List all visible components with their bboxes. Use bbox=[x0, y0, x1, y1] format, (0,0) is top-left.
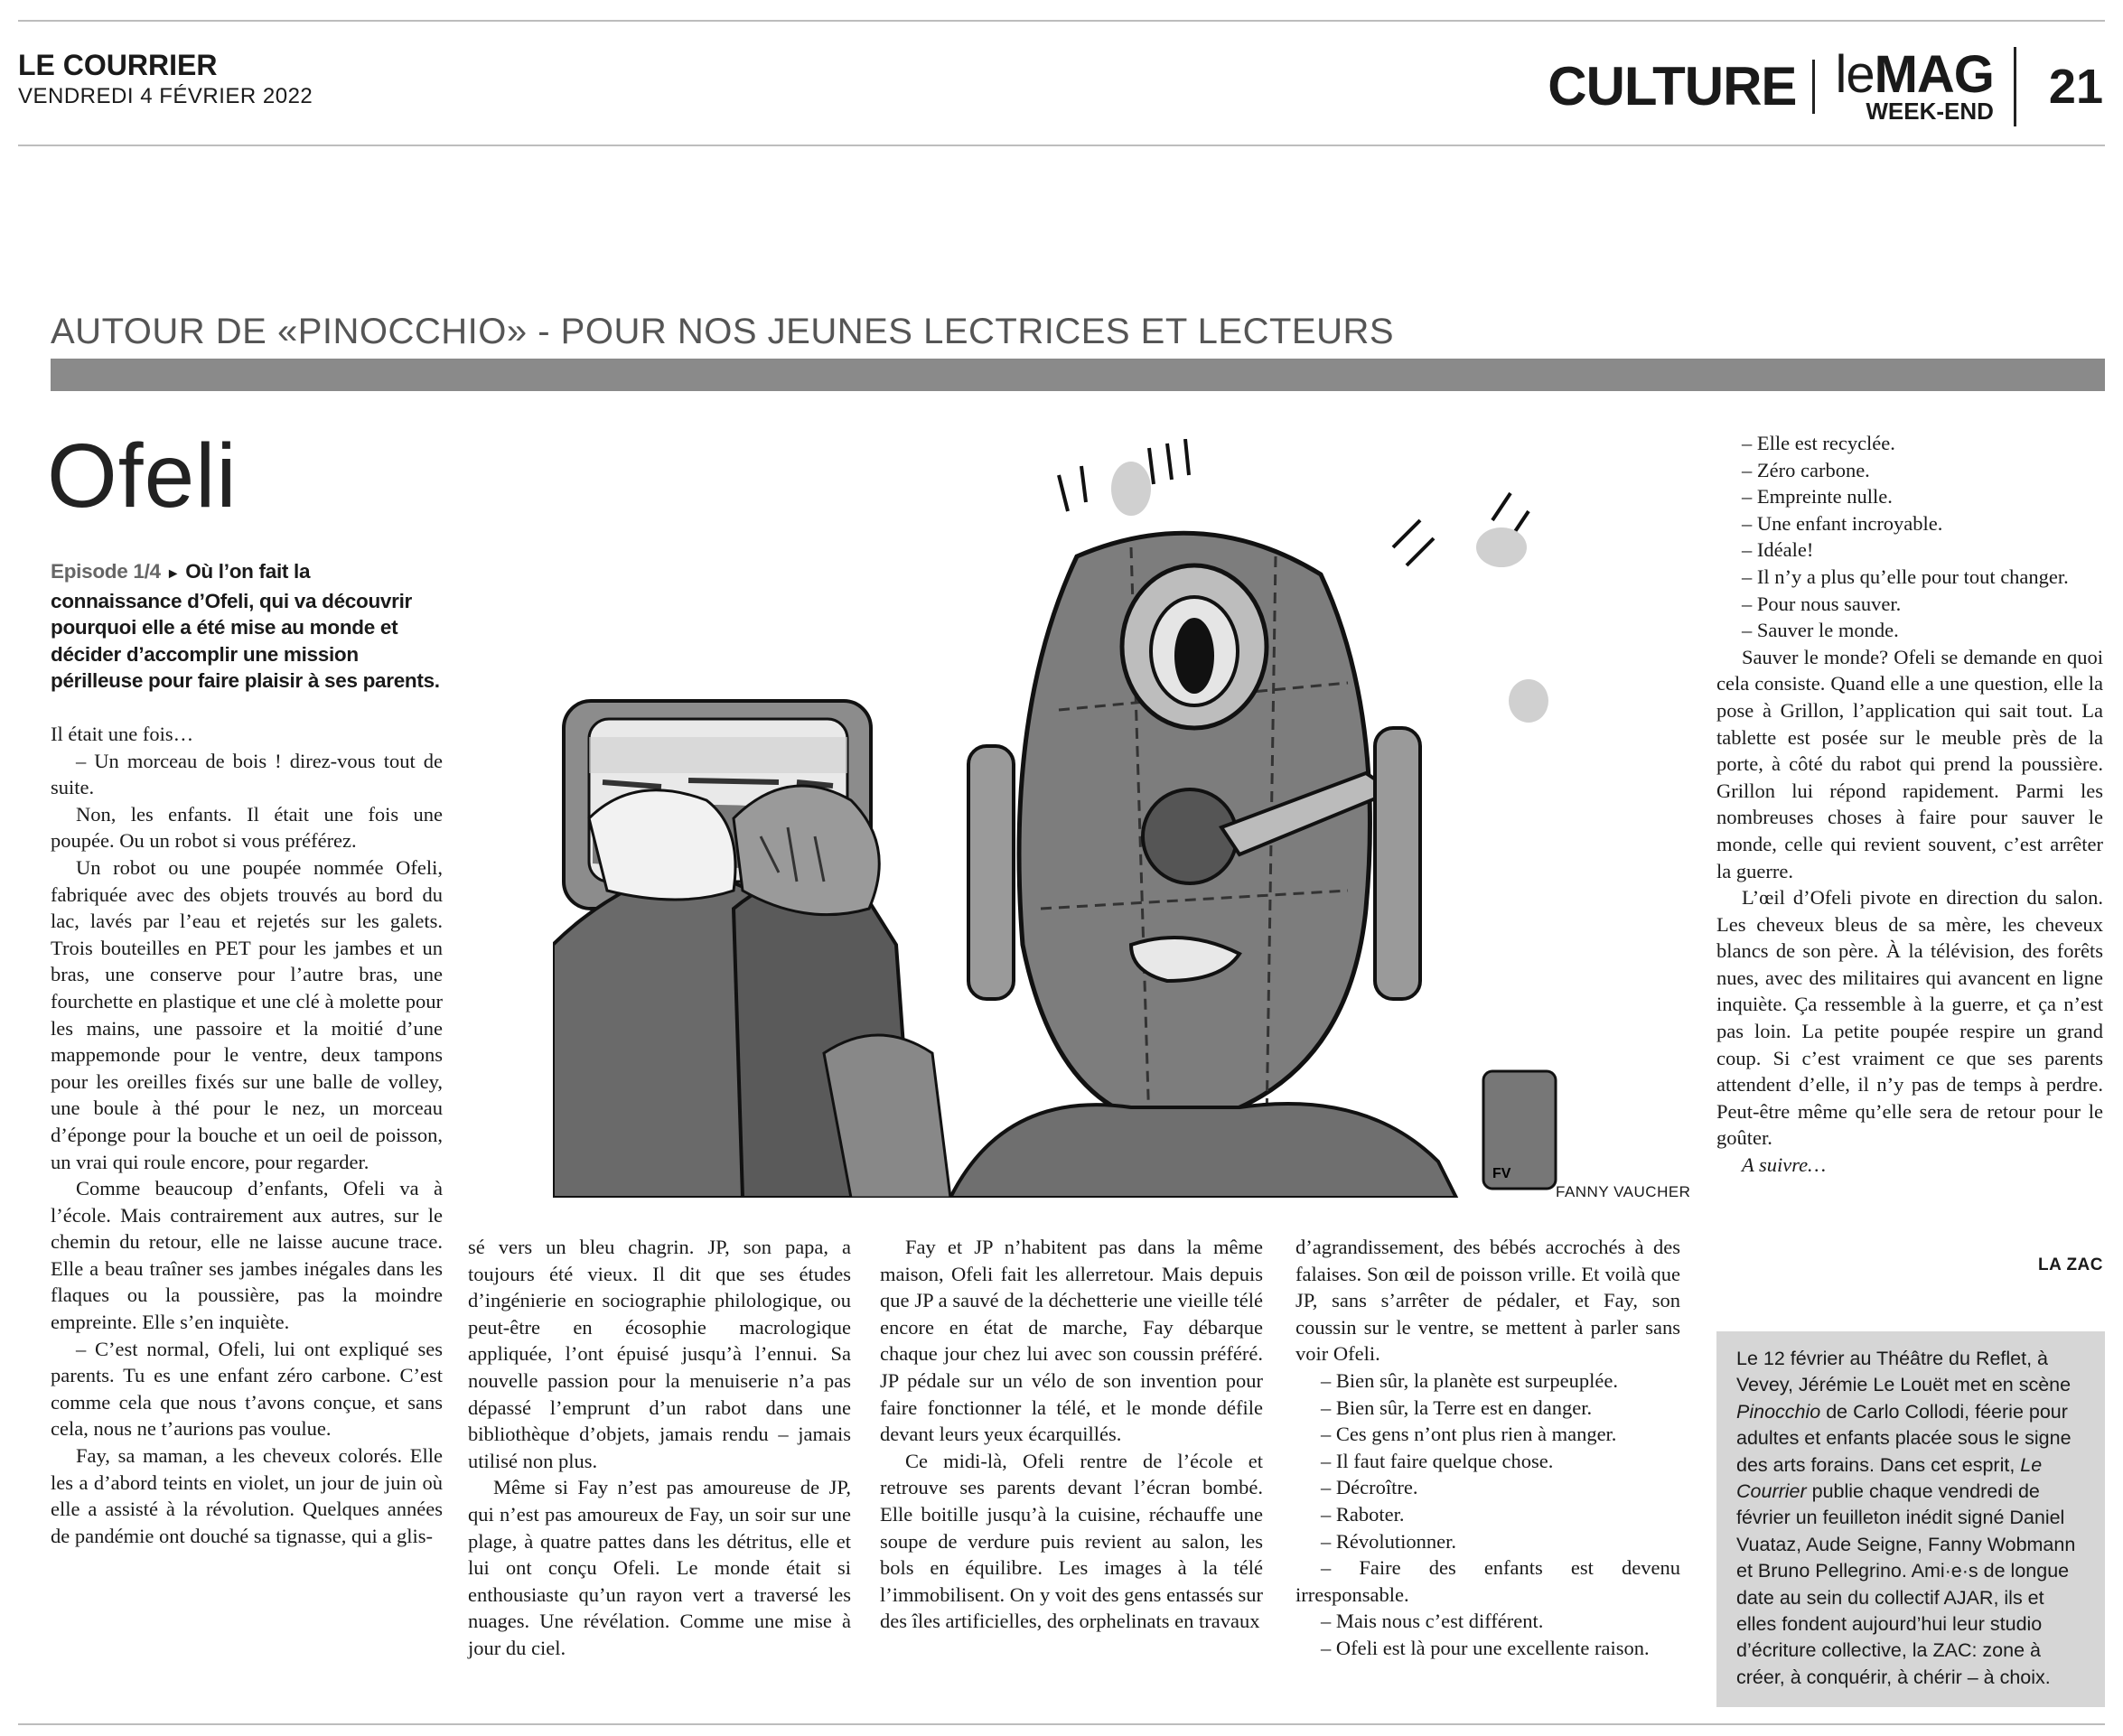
paragraph: Comme beaucoup d’enfants, Ofeli va à l’école. Mais contrairement aux autres, sur le chemin du retour, elle ne laisse aucune trace. Elle a beau traîner ses jambes inégales dans les flaques ou la poussière, pas la moindre empreinte. Elle s’en inquiète. bbox=[51, 1177, 443, 1334]
episode-label: Episode 1/4 bbox=[51, 560, 161, 583]
kicker: AUTOUR DE «PINOCCHIO» - POUR NOS JEUNES LECTRICES ET LECTEURS bbox=[51, 312, 1395, 351]
lead-paragraph bbox=[51, 558, 444, 695]
bottom-rule bbox=[18, 1723, 2105, 1725]
to-be-continued: A suivre… bbox=[1742, 1153, 1827, 1177]
masthead bbox=[18, 49, 313, 110]
author-signature: LA ZAC bbox=[2038, 1255, 2103, 1274]
page-number: 21 bbox=[2048, 60, 2103, 114]
section-name: CULTURE bbox=[1548, 60, 1815, 114]
dialogue-line: – Révolutionner. bbox=[1321, 1529, 1456, 1553]
paragraph: Fay, sa maman, a les cheveux colorés. Elle les a d’abord teints en violet, un jour de juin où elle a assisté à la révolution. Quelques années de pandémie ont douché sa tignasse, qui a glis- bbox=[51, 1444, 443, 1547]
mag-weekend: WEEK-END bbox=[1866, 98, 1994, 125]
top-rule bbox=[18, 20, 2105, 22]
kicker-bar bbox=[51, 359, 2105, 391]
paragraph: Un robot ou une poupée nommée Ofeli, fabriquée avec des objets trouvés au bord du lac, lavés par l’eau et rejetés sur les galets. Trois bouteilles en PET pour les jambes et un bras, une conserve pour l’autre bras, une fourchette en plastique et une clé à molette pour les mains, une passoire et la moitié d’une mappemonde pour le ventre, deux tampons pour les oreilles fixés sur une balle de volley, une boule à thé pour le nez, un morceau d’éponge pour la bouche et un oeil de poisson, un vrai qui roule encore, pour regarder. bbox=[51, 855, 443, 1173]
dialogue-line: – Zéro carbone. bbox=[1742, 458, 1870, 481]
dialogue-line: – Idéale! bbox=[1742, 538, 1814, 562]
column-4 bbox=[1295, 1234, 1680, 1662]
paragraph: Même si Fay n’est pas amoureuse de JP, qui n’est pas amoureux de Fay, un soir sur une plage, à quatre pattes dans les détritus, elle et lui ont conçu Ofeli. Le monde était si enthousiaste qu’un rayon vert a traversé les nuages. Une révélation. Comme une mise à jour du ciel. bbox=[468, 1476, 851, 1659]
paragraph: Il était une fois… bbox=[51, 723, 194, 745]
dialogue-line: – Ces gens n’ont plus rien à manger. bbox=[1321, 1423, 1617, 1446]
paragraph: Fay et JP n’habitent pas dans la même maison, Ofeli fait les allerretour. Mais depuis que JP a sauvé de la déchetterie une vieille télé encore en état de marche, Fay débarque chaque jour chez lui avec son coussin préféré. JP pédale sur un vélo de son invention pour faire fonctionner la télé, et le monde défile devant leurs yeux écarquillés. bbox=[880, 1236, 1263, 1446]
article-title: Ofeli bbox=[47, 425, 238, 527]
dialogue-line: – Décroître. bbox=[1321, 1476, 1418, 1499]
paragraph: Ce midi-là, Ofeli rentre de l’école et retrouve ses parents devant l’écran bombé. Elle boitille jusqu’à la cuisine, réchauffe une soupe de verdure puis revient au salon, les bols en équilibre. Les images à la télé l’immobilisent. On y voit des gens entassés sur des îles artificielles, des orphelinats en travaux bbox=[880, 1449, 1263, 1633]
paragraph: Sauver le monde? Ofeli se demande en quoi cela consiste. Quand elle a une question, elle la pose à Grillon, l’application qui sait tout. La tablette est posée sur le meuble près de la porte, à côté du rabot qui prend la poussière. Grillon lui répond rapidement. Parmi les nombreuses choses à faire pour sauver le monde, celle qui revient souvent, c’est arrêter la guerre. bbox=[1716, 645, 2103, 882]
column-5 bbox=[1716, 430, 2103, 1179]
paragraph: – C’est normal, Ofeli, lui ont expliqué ses parents. Tu es une enfant zéro carbone. C’est comme cela que nous t’avons conçue, et sans cela, nous ne t’aurions pas voulue. bbox=[51, 1337, 443, 1441]
dialogue-line: – Ofeli est là pour une excellente raison. bbox=[1321, 1636, 1650, 1659]
dialogue-line: – Empreinte nulle. bbox=[1742, 485, 1893, 509]
paragraph: L’œil d’Ofeli pivote en direction du salon. Les cheveux bleus de sa mère, les cheveux blancs de son père. À la télévision, des forêts nues, avec des militaires qui avancent en ligne inquiète. Ça ressemble à la guerre, et ça n’est pas loin. La petite poupée respire un grand coup. Si c’est vraiment ce que ses parents attendent d’elle, il n’y pas de temps à perdre. Peut-être même qu’elle sera de retour pour le goûter. bbox=[1716, 886, 2103, 1150]
dialogue-line: – Pour nous sauver. bbox=[1742, 592, 1902, 615]
dialogue-line: – Bien sûr, la Terre est en danger. bbox=[1321, 1395, 1593, 1419]
column-1 bbox=[51, 721, 443, 1549]
dialogue-line: – Mais nous c’est différent. bbox=[1321, 1610, 1544, 1633]
info-paper-name: Le Courrier bbox=[1736, 1453, 2043, 1503]
dialogue-line: – Elle est recyclée. bbox=[1742, 432, 1895, 454]
paragraph: Non, les enfants. Il était une fois une poupée. Ou un robot si vous préférez. bbox=[51, 802, 443, 853]
dialogue-line: – Bien sûr, la planète est surpeuplée. bbox=[1321, 1368, 1618, 1392]
dialogue-line: – Sauver le monde. bbox=[1742, 619, 1899, 642]
dialogue-line: – Une enfant incroyable. bbox=[1742, 511, 1943, 535]
dialogue-line: – Il n’y a plus qu’elle pour tout changer. bbox=[1742, 565, 2069, 588]
info-text-3: publie chaque vendredi de février un feuilleton inédit signé Daniel Vuataz, Aude Seigne, Fanny Wobmann et Bruno Pellegrino. Ami·e·s de longue date au sein du collectif AJAR, ils et elles fondent aujourd’hui leur studio d’écriture collective, la ZAC: zone à créer, à conquérir, à chérir – à choix. bbox=[1736, 1480, 2076, 1688]
dialogue-line: – Faire des enfants est devenu irresponsable. bbox=[1295, 1556, 1680, 1606]
mag-le: le bbox=[1835, 45, 1875, 104]
info-play-title: Pinocchio bbox=[1736, 1400, 1821, 1423]
info-box bbox=[1716, 1331, 2105, 1707]
paragraph: – Un morceau de bois ! direz-vous tout de suite. bbox=[51, 749, 443, 799]
lead-text: Où l’on fait la connaissance d’Ofeli, qui va découvrir pourquoi elle a été mise au monde et décider d’accomplir une mission périlleuse pour faire plaisir à ses parents. bbox=[51, 560, 440, 692]
section-header bbox=[1548, 45, 2103, 128]
column-2 bbox=[468, 1234, 851, 1662]
paragraph: sé vers un bleu chagrin. JP, son papa, a toujours été vieux. Il dit que ses études d’ingénierie en sociographie philologique, ou peut-être en écosophie macrologique appliquée, l’ont épuisé jusqu’à l’ennui. Sa nouvelle passion pour la menuiserie n’a pas dépassé l’emprunt d’un rabot dans une bibliothèque d’objets, jamais rendu – jamais utilisé non plus. bbox=[468, 1236, 851, 1472]
header-rule bbox=[18, 145, 2105, 146]
column-3 bbox=[880, 1234, 1263, 1635]
illustration-initials: FV bbox=[1492, 1166, 1511, 1181]
arrow-icon: ► bbox=[165, 566, 181, 582]
info-text-2: de Carlo Collodi, féerie pour adultes et enfants placée sous le signe des arts forains. Dans cet esprit, bbox=[1736, 1400, 2072, 1476]
dialogue-line: – Raboter. bbox=[1321, 1502, 1405, 1526]
mag-mag: MAG bbox=[1874, 45, 1994, 104]
paper-name: LE COURRIER bbox=[18, 49, 218, 81]
info-text-1: Le 12 février au Théâtre du Reflet, à Vevey, Jérémie Le Louët met en scène bbox=[1736, 1348, 2072, 1396]
issue-date: VENDREDI 4 FÉVRIER 2022 bbox=[18, 84, 313, 108]
paragraph: d’agrandissement, des bébés accrochés à des falaises. Son œil de poisson vrille. Et voilà que JP, sans s’arrêter de pédaler, et Fay, son coussin sur le ventre, se mettent à parler sans voir Ofeli. bbox=[1295, 1236, 1680, 1366]
illustration bbox=[553, 439, 1673, 1198]
robot-head bbox=[968, 533, 1420, 1125]
dialogue-line: – Il faut faire quelque chose. bbox=[1321, 1449, 1554, 1472]
mag-logo bbox=[1815, 47, 2015, 126]
illustration-credit: FANNY VAUCHER bbox=[1556, 1183, 1691, 1200]
